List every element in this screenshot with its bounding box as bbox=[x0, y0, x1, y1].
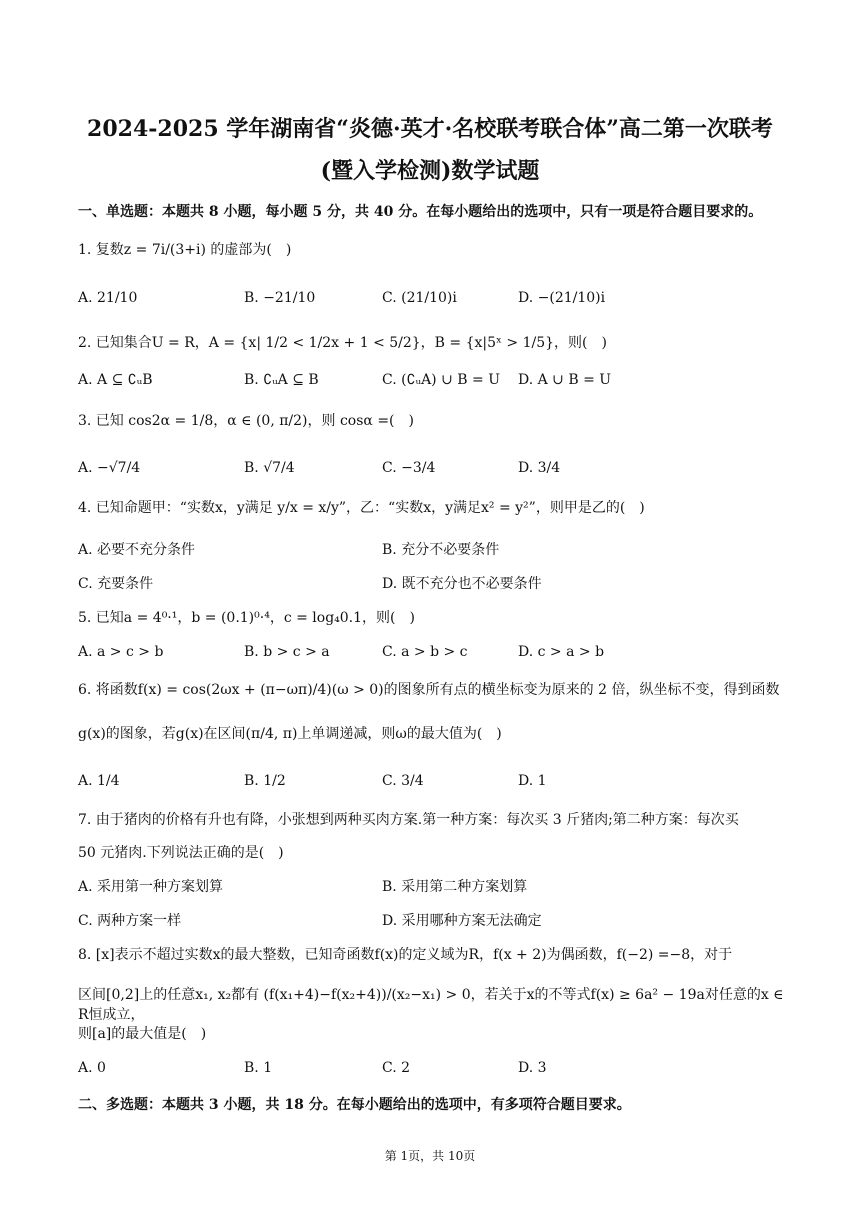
question-8-stem-line3: 则[a]的最大值是( ) bbox=[78, 1026, 207, 1042]
question-1-option-b: B. −21/10 bbox=[244, 290, 316, 306]
question-6-option-c: C. 3/4 bbox=[382, 773, 424, 789]
question-2-option-c: C. (∁ᵤA) ∪ B = U bbox=[382, 372, 500, 388]
question-6-option-d: D. 1 bbox=[518, 773, 547, 789]
question-1-option-a: A. 21/10 bbox=[78, 290, 138, 306]
question-3-stem: 3. 已知 cos2α = 1/8，α ∈ (0, π/2)，则 cosα =( ) bbox=[78, 413, 414, 429]
question-4-option-a: A. 必要不充分条件 bbox=[78, 542, 196, 558]
section-heading-multi-choice: 二、多选题：本题共 3 小题，共 18 分。在每小题给出的选项中，有多项符合题目要求。 bbox=[78, 1097, 631, 1113]
question-5-option-a: A. a > c > b bbox=[78, 644, 164, 660]
question-2-option-a: A. A ⊆ ∁ᵤB bbox=[78, 372, 153, 388]
question-3-option-c: C. −3/4 bbox=[382, 460, 436, 476]
question-6-stem-line1: 6. 将函数f(x) = cos(2ωx + (π−ωπ)/4)(ω > 0)的图象所有点的横坐标变为原来的 2 倍，纵坐标不变，得到函数 bbox=[78, 682, 780, 698]
question-5-stem: 5. 已知a = 4⁰·¹，b = (0.1)⁰·⁴，c = log₄0.1，则( ) bbox=[78, 610, 415, 626]
question-7-option-a: A. 采用第一种方案划算 bbox=[78, 879, 224, 895]
question-6-option-a: A. 1/4 bbox=[78, 773, 120, 789]
question-4-option-b: B. 充分不必要条件 bbox=[382, 542, 500, 558]
question-5-option-c: C. a > b > c bbox=[382, 644, 468, 660]
section-heading-single-choice: 一、单选题：本题共 8 小题，每小题 5 分，共 40 分。在每小题给出的选项中，只有一项是符合题目要求的。 bbox=[78, 204, 763, 220]
question-2-option-b: B. ∁ᵤA ⊆ B bbox=[244, 372, 319, 388]
question-2-option-d: D. A ∪ B = U bbox=[518, 372, 612, 388]
question-3-option-b: B. √7/4 bbox=[244, 460, 295, 476]
question-1-stem: 1. 复数z = 7i/(3+i) 的虚部为( ) bbox=[78, 242, 292, 258]
question-8-option-a: A. 0 bbox=[78, 1060, 106, 1076]
question-4-stem: 4. 已知命题甲：“实数x，y满足 y/x = x/y”，乙：“实数x，y满足x² = y²”，则甲是乙的( ) bbox=[78, 500, 645, 516]
question-8-option-c: C. 2 bbox=[382, 1060, 411, 1076]
question-3-option-d: D. 3/4 bbox=[518, 460, 561, 476]
question-3-option-a: A. −√7/4 bbox=[78, 460, 141, 476]
question-1-option-d: D. −(21/10)i bbox=[518, 290, 606, 306]
question-7-option-b: B. 采用第二种方案划算 bbox=[382, 879, 528, 895]
question-4-option-d: D. 既不充分也不必要条件 bbox=[382, 576, 542, 592]
question-8-stem-line1: 8. [x]表示不超过实数x的最大整数，已知奇函数f(x)的定义域为R，f(x + 2)为偶函数，f(−2) =−8，对于 bbox=[78, 947, 733, 963]
question-8-stem-line2: 区间[0,2]上的任意x₁, x₂都有 (f(x₁+4)−f(x₂+4))/(x₂−x₁) > 0，若关于x的不等式f(x) ≥ 6a² − 19a对任意的x ∈ R恒成立， bbox=[78, 987, 784, 1023]
question-5-option-d: D. c > a > b bbox=[518, 644, 605, 660]
question-7-option-d: D. 采用哪种方案无法确定 bbox=[382, 913, 542, 929]
question-4-option-c: C. 充要条件 bbox=[78, 576, 154, 592]
page-footer: 第 1页，共 10页 bbox=[384, 1149, 476, 1163]
question-5-option-b: B. b > c > a bbox=[244, 644, 330, 660]
question-1-option-c: C. (21/10)i bbox=[382, 290, 457, 306]
question-8-option-b: B. 1 bbox=[244, 1060, 273, 1076]
exam-title-line1: 2024-2025 学年湖南省“炎德·英才·名校联考联合体”高二第一次联考 bbox=[87, 116, 773, 142]
question-6-option-b: B. 1/2 bbox=[244, 773, 286, 789]
exam-title-line2: (暨入学检测)数学试题 bbox=[320, 158, 540, 184]
question-7-stem-line2: 50 元猪肉.下列说法正确的是( ) bbox=[78, 845, 284, 861]
question-8-option-d: D. 3 bbox=[518, 1060, 547, 1076]
question-6-stem-line2: g(x)的图象，若g(x)在区间(π/4, π)上单调递减，则ω的最大值为( ) bbox=[78, 726, 502, 742]
question-7-stem-line1: 7. 由于猪肉的价格有升也有降，小张想到两种买肉方案.第一种方案：每次买 3 斤猪肉;第二种方案：每次买 bbox=[78, 812, 739, 828]
question-7-option-c: C. 两种方案一样 bbox=[78, 913, 182, 929]
question-2-stem: 2. 已知集合U = R，A = {x| 1/2 < 1/2x + 1 < 5/2}，B = {x|5ˣ > 1/5}，则( ) bbox=[78, 335, 607, 351]
